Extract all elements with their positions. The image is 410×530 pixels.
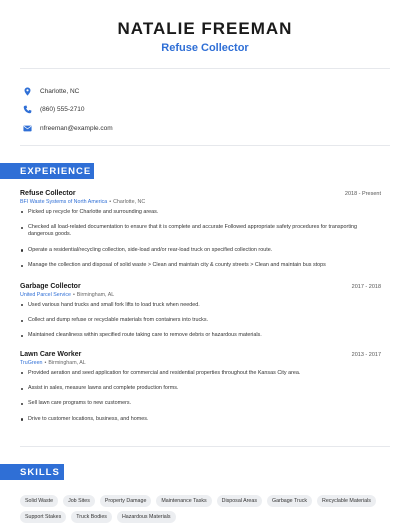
job-title: Garbage Collector [20, 283, 81, 290]
email-text: nfreeman@example.com [40, 124, 113, 132]
contact-divider [20, 145, 390, 146]
skill-chip: Disposal Areas [217, 495, 262, 507]
contact-location [22, 82, 113, 101]
job-bullets [20, 370, 381, 424]
job-dates: 2017 - 2018 [351, 284, 381, 290]
job-title: Lawn Care Worker [20, 351, 82, 358]
job-company: TruGreen [20, 359, 43, 366]
job-bullets [20, 209, 381, 270]
skill-chip: Property Damage [100, 495, 152, 507]
job-dates: 2013 - 2017 [351, 352, 381, 358]
skills-heading: SKILLS [0, 464, 64, 480]
job-bullet: Drive to customer locations, business, and homes. [20, 416, 381, 423]
skill-chip: Truck Bodies [71, 511, 112, 523]
experience-divider [20, 446, 390, 447]
candidate-name: NATALIE FREEMAN [117, 19, 293, 38]
contact-phone [22, 101, 113, 120]
separator-dot: • [44, 359, 47, 366]
job-bullet: Manage the collection and disposal of solid waste > Clean and maintain city & county streets > Clean and maintain bus stops [20, 262, 381, 269]
candidate-role: Refuse Collector [161, 42, 249, 54]
experience-heading: EXPERIENCE [0, 163, 94, 179]
job-location: Charlotte, NC [113, 198, 146, 205]
separator-dot: • [72, 291, 75, 298]
location-text: Charlotte, NC [40, 87, 80, 95]
job-location: Birmingham, AL [76, 291, 115, 298]
job-bullet: Picked up recycle for Charlotte and surrounding areas. [20, 209, 381, 216]
job-location: Birmingham, AL [48, 359, 86, 366]
skill-chip: Support Stakes [20, 511, 66, 523]
job-bullet: Operate a residential/recycling collection, side-load and/or rear-load truck on specified collection route. [20, 247, 381, 254]
job-company-line [20, 292, 381, 298]
job-company-line [20, 199, 381, 205]
job-entry [20, 190, 381, 278]
skill-chip: Solid Waste [20, 495, 58, 507]
job-entry [20, 351, 381, 431]
job-bullet: Used various hand trucks and small fork lifts to load truck when needed. [20, 302, 381, 309]
envelope-icon [22, 123, 32, 133]
map-pin-icon [22, 86, 32, 96]
job-dates: 2018 - Present [344, 191, 381, 197]
job-company-line [20, 360, 381, 366]
job-bullets [20, 302, 381, 340]
skill-chip: Recyclable Materials [317, 495, 376, 507]
skills-list [20, 495, 392, 523]
phone-text: (860) 555-2710 [40, 106, 85, 114]
job-entry [20, 283, 381, 348]
job-company: BFI Waste Systems of North America [20, 198, 108, 205]
contact-email [22, 119, 113, 138]
job-bullet: Assist in sales, measure lawns and complete production forms. [20, 385, 381, 392]
job-bullet: Sell lawn care programs to new customers. [20, 400, 381, 407]
skill-chip: Job Sites [63, 495, 95, 507]
skill-chip: Maintenance Tasks [156, 495, 211, 507]
skill-chip: Hazardous Materials [117, 511, 176, 523]
job-bullet: Collect and dump refuse or recyclable materials from containers into trucks. [20, 317, 381, 324]
contact-list [22, 82, 113, 138]
job-bullet: Provided aeration and seed application for commercial and residential properties throughout the Kansas City area. [20, 370, 381, 377]
phone-icon [22, 105, 32, 115]
header-divider [20, 68, 390, 69]
job-bullet: Checked all load-related documentation to ensure that it is complete and accurate Followed appropriate safety procedures for transporting dangerous goods. [20, 224, 381, 239]
job-title: Refuse Collector [20, 190, 76, 197]
skill-chip: Garbage Truck [267, 495, 312, 507]
job-company: United Parcel Service [20, 291, 71, 298]
separator-dot: • [109, 198, 112, 205]
resume-header [0, 0, 410, 54]
job-bullet: Maintained cleanliness within specified route taking care to remove debris or hazardous materials. [20, 332, 381, 339]
